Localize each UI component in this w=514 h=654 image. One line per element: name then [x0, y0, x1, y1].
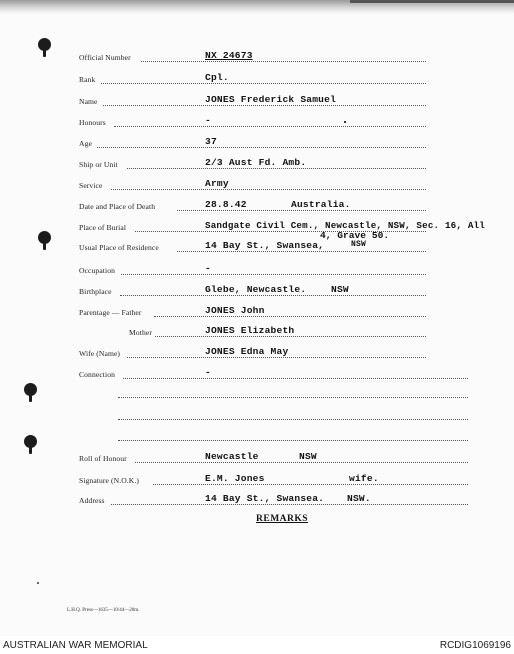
label-service: Service	[79, 181, 103, 190]
value-roll-state: NSW	[299, 451, 317, 462]
punch-hole-icon	[24, 383, 37, 396]
value-signature-relation: wife.	[349, 473, 379, 484]
value-death-place: Australia.	[291, 199, 351, 210]
value-honours: -	[205, 115, 211, 126]
value-father: JONES John	[205, 305, 265, 316]
footer-archive-name: AUSTRALIAN WAR MEMORIAL	[3, 640, 148, 651]
label-honours: Honours	[79, 118, 106, 127]
value-death-date: 28.8.42	[205, 199, 247, 210]
value-address-state: NSW.	[347, 493, 371, 504]
label-place-of-burial: Place of Burial	[79, 223, 127, 232]
connection-line	[118, 419, 468, 420]
value-place-of-burial: Sandgate Civil Cem., Newcastle, NSW, Sec. 16, All	[205, 220, 485, 231]
value-rank: Cpl.	[205, 72, 229, 83]
label-roll-of-honour: Roll of Honour	[79, 454, 127, 463]
punch-hole-icon	[38, 38, 51, 51]
label-usual-residence: Usual Place of Residence	[79, 243, 159, 252]
value-birthplace-town: Glebe, Newcastle.	[205, 284, 307, 295]
scan-streak	[350, 0, 514, 3]
label-date-place-death: Date and Place of Death	[79, 202, 156, 211]
value-age: 37	[205, 136, 217, 147]
label-occupation: Occupation	[79, 266, 116, 275]
label-name: Name	[79, 97, 98, 106]
value-wife: JONES Edna May	[205, 346, 289, 357]
value-occupation: -	[205, 263, 211, 274]
value-place-of-burial-continued: 4, Grave 50.	[320, 230, 390, 241]
ink-speck	[37, 582, 39, 584]
value-address-street: 14 Bay St., Swansea.	[205, 493, 325, 504]
archive-footer	[0, 636, 514, 654]
connection-line	[118, 397, 468, 398]
label-ship-or-unit: Ship or Unit	[79, 160, 118, 169]
value-residence-state: NSW	[351, 240, 367, 249]
value-signature-name: E.M. Jones	[205, 473, 265, 484]
remarks-heading: REMARKS	[256, 514, 309, 524]
punch-hole-icon	[24, 435, 37, 448]
label-address: Address	[79, 496, 105, 505]
footer-record-id: RCDIG1069196	[439, 640, 511, 651]
value-name: JONES Frederick Samuel	[205, 94, 337, 105]
label-signature: Signature (N.O.K.)	[79, 476, 140, 485]
label-rank: Rank	[79, 75, 96, 84]
value-service: Army	[205, 178, 229, 189]
ink-mark	[344, 121, 346, 123]
label-connection: Connection	[79, 370, 116, 379]
label-father: Parentage — Father	[79, 308, 142, 317]
label-age: Age	[79, 139, 92, 148]
value-birthplace-state: NSW	[331, 284, 349, 295]
value-residence-street: 14 Bay St., Swansea,	[205, 240, 325, 251]
label-wife: Wife (Name)	[79, 349, 121, 358]
value-connection: -	[205, 367, 211, 378]
print-code: L.H.Q. Press—1635—10/44—20m.	[67, 608, 140, 613]
connection-line	[118, 440, 468, 441]
value-mother: JONES Elizabeth	[205, 325, 295, 336]
label-birthplace: Birthplace	[79, 287, 112, 296]
value-official-number: NX 24673	[205, 50, 253, 61]
value-roll-of-honour: Newcastle	[205, 451, 259, 462]
punch-hole-icon	[38, 231, 51, 244]
label-official-number: Official Number	[79, 53, 131, 62]
label-mother: Mother	[129, 328, 152, 337]
value-ship-or-unit: 2/3 Aust Fd. Amb.	[205, 157, 307, 168]
